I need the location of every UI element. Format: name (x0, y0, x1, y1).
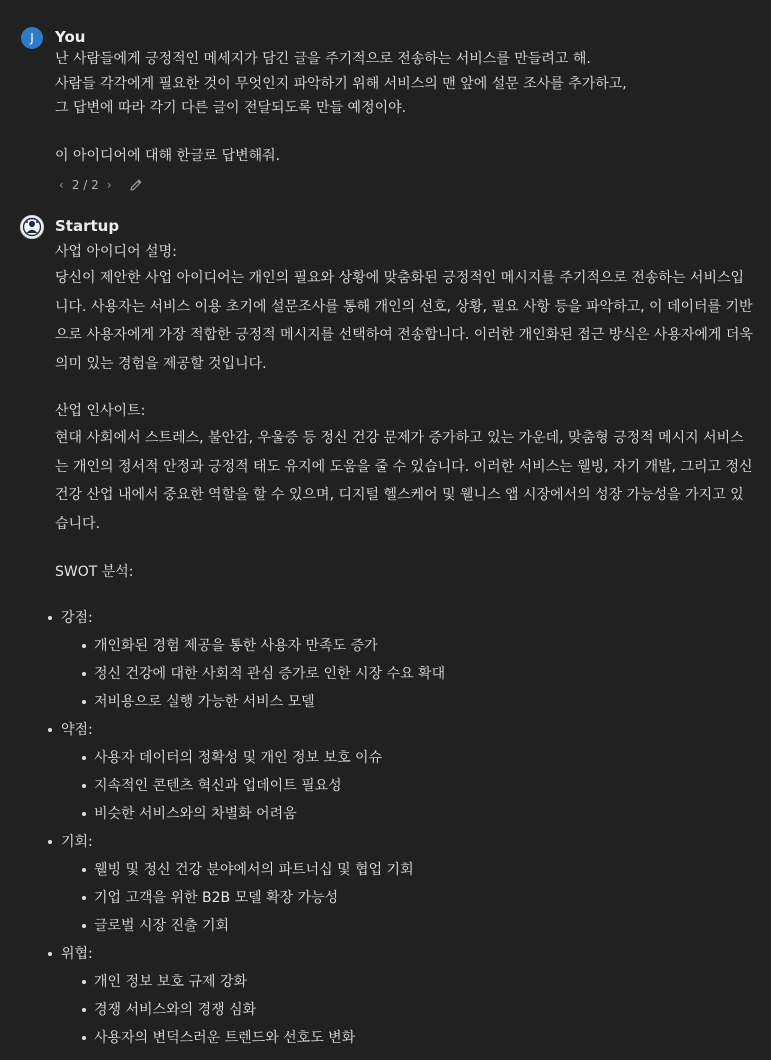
list-item: 정신 건강에 대한 사회적 관심 증가로 인한 시장 수요 확대 (50, 660, 758, 688)
list-item: 지속적인 콘텐츠 혁신과 업데이트 필요성 (50, 772, 758, 800)
swot-category-label: 기회: (61, 834, 93, 850)
swot-category-label: 약점: (61, 722, 93, 738)
list-item: 글로벌 시장 진출 기회 (50, 912, 758, 940)
startup-logo-icon (20, 215, 44, 239)
list-item: 개인화된 경험 제공을 통한 사용자 만족도 증가 (50, 632, 758, 660)
user-author-name: You (55, 28, 86, 46)
swot-heading: SWOT 분석: (55, 564, 134, 580)
chevron-left-icon[interactable]: ‹ (59, 178, 64, 192)
version-navigator (57, 176, 144, 194)
swot-category (38, 604, 758, 716)
list-item: 사용자 데이터의 정확성 및 개인 정보 보호 이슈 (50, 744, 758, 772)
version-count: 2 / 2 (71, 178, 99, 192)
chevron-right-icon[interactable]: › (106, 178, 112, 192)
swot-list (38, 604, 758, 1052)
list-item: 기업 고객을 위한 B2B 모델 확장 가능성 (50, 884, 758, 912)
swot-category (38, 828, 758, 940)
idea-heading: 사업 아이디어 설명: (55, 244, 177, 260)
insight-heading: 산업 인사이트: (55, 403, 146, 419)
idea-paragraph: 당신이 제안한 사업 아이디어는 개인의 필요와 상황에 맞춤화된 긍정적인 메시지를 주기적으로 전송하는 서비스입니다. 사용자는 서비스 이용 초기에 설문조사를 통해 개인의 선호, 상황, 필요 사항 등을 파악하고, 이 데이터를 기반으로 사용자에게 가장 적합한 긍정적 메시지를 선택하여 전송합니다. 이러한 개인화된 접근 방식은 사용자에게 더욱 의미 있는 경험을 제공할 것입니다. (55, 270, 753, 372)
user-message-line: 사람들 각각에게 필요한 것이 무엇인지 파악하기 위해 서비스의 맨 앞에 설문 조사를 추가하고, (55, 76, 627, 92)
list-item: 사용자의 변덕스러운 트렌드와 선호도 변화 (50, 1024, 758, 1052)
swot-category-label: 위협: (61, 946, 93, 962)
user-avatar: J (21, 27, 43, 49)
user-message-line: 이 아이디어에 대해 한글로 답변해줘. (55, 148, 281, 164)
list-item: 비슷한 서비스와의 차별화 어려움 (50, 800, 758, 828)
list-item: 경쟁 서비스와의 경쟁 심화 (50, 996, 758, 1024)
user-message-line: 그 답변에 따라 각기 다른 글이 전달되도록 만들 예정이야. (55, 100, 407, 116)
pencil-icon[interactable] (128, 177, 144, 193)
list-item: 개인 정보 보호 규제 강화 (50, 968, 758, 996)
swot-category (38, 940, 758, 1052)
user-message-line: 난 사람들에게 긍정적인 메세지가 담긴 글을 주기적으로 전송하는 서비스를 만들려고 해. (55, 51, 591, 67)
insight-paragraph: 현대 사회에서 스트레스, 불안감, 우울증 등 정신 건강 문제가 증가하고 있는 가운데, 맞춤형 긍정적 메시지 서비스는 개인의 정서적 안정과 긍정적 태도 유지에 도움을 줄 수 있습니다. 이러한 서비스는 웰빙, 자기 개발, 그리고 정신 건강 산업 내에서 중요한 역할을 할 수 있으며, 디지털 헬스케어 및 웰니스 앱 시장에서의 성장 가능성을 가지고 있습니다. (55, 430, 753, 532)
swot-category (38, 716, 758, 828)
list-item: 저비용으로 실행 가능한 서비스 모델 (50, 688, 758, 716)
assistant-author-name: Startup (55, 217, 120, 235)
list-item: 웰빙 및 정신 건강 분야에서의 파트너십 및 협업 기회 (50, 856, 758, 884)
swot-category-label: 강점: (61, 610, 93, 626)
